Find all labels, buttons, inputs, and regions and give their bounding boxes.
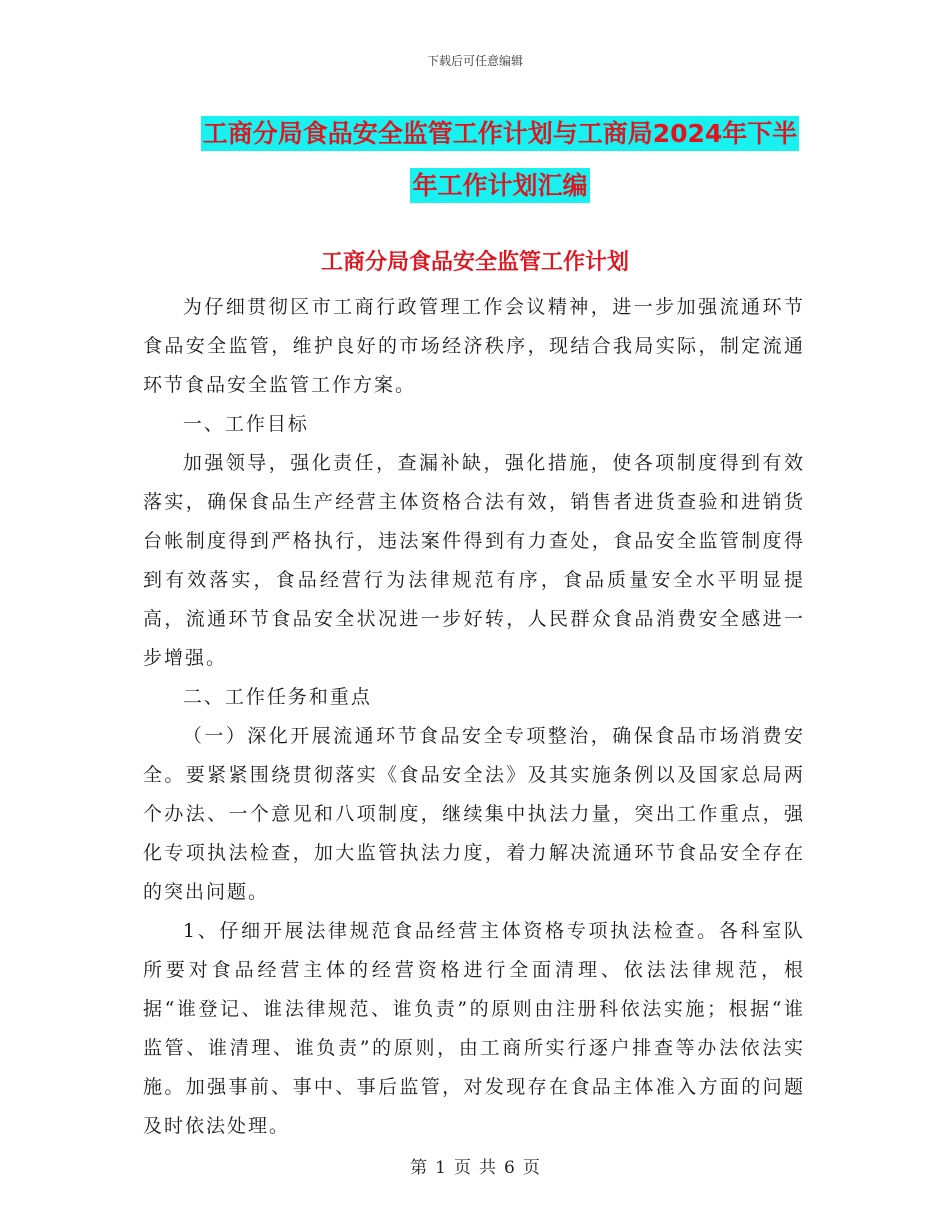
footer-current-page: 1 (435, 1158, 446, 1178)
paragraph-task-1: （一）深化开展流通环节食品安全专项整治，确保食品市场消费安全。要紧紧围绕贯彻落实《食品安全法》及其实施条例以及国家总局两个办法、一个意见和八项制度，继续集中执法力量，突出工作重点，强化专项执法检查，加大监管执法力度，着力解决流通环节食品安全存在的突出问题。 (143, 725, 805, 903)
body-text (143, 288, 805, 1146)
heading-tasks: 二、工作任务和重点 (182, 686, 372, 708)
heading-work-goals: 一、工作目标 (182, 413, 309, 435)
paragraph-intro: 为仔细贯彻区市工商行政管理工作会议精神，进一步加强流通环节食品安全监管，维护良好的市场经济秩序，现结合我局实际，制定流通环节食品安全监管工作方案。 (143, 296, 805, 396)
document-title-line-1: 工商分局食品安全监管工作计划与工商局2024年下半 (201, 116, 800, 151)
paragraph-task-1-1: 1、仔细开展法律规范食品经营主体资格专项执法检查。各科室队所要对食品经营主体的经营资格进行全面清理、依法法律规范，根据“谁登记、谁法律规范、谁负责”的原则由注册科依法实施；根据“谁监管、谁清理、谁负责”的原则，由工商所实行逐户排查等办法依法实施。加强事前、事中、事后监管，对发现存在食品主体准入方面的问题及时依法处理。 (143, 920, 805, 1137)
paragraph-goals: 加强领导，强化责任，查漏补缺，强化措施，使各项制度得到有效落实，确保食品生产经营主体资格合法有效，销售者进货查验和进销货台帐制度得到严格执行，违法案件得到有力查处，食品安全监管制度得到有效落实，食品经营行为法律规范有序，食品质量安全水平明显提高，流通环节食品安全状况进一步好转，人民群众食品消费安全感进一步增强。 (143, 452, 805, 669)
footer-page-unit: 页 (454, 1158, 471, 1178)
footer-total-pages: 6 (504, 1158, 515, 1178)
header-note: 下载后可任意编辑 (426, 54, 523, 68)
document-title-line-2: 年工作计划汇编 (410, 168, 589, 203)
document-title (140, 108, 860, 212)
footer-page-label: 第 (410, 1158, 428, 1178)
footer-total-unit: 页 (522, 1158, 540, 1178)
section-title: 工商分局食品安全监管工作计划 (320, 250, 629, 275)
footer-total-label: 共 (479, 1158, 496, 1178)
page-footer (0, 1153, 950, 1178)
